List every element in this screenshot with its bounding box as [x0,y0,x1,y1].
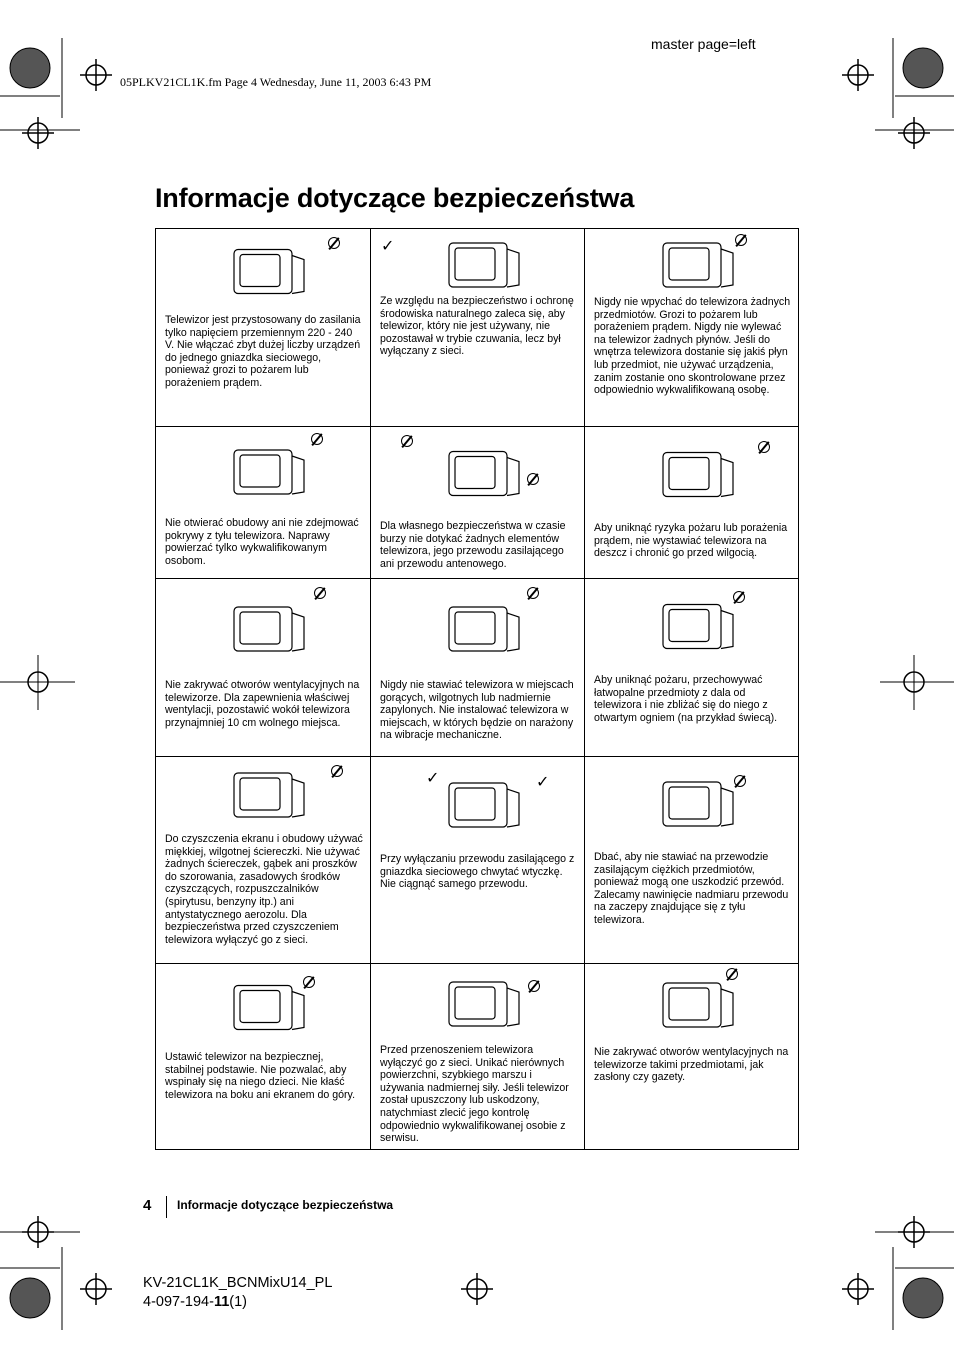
safety-cell [156,757,371,964]
check-icon: ✓ [426,770,440,787]
prohibited-icon [528,980,540,992]
safety-illustration [593,761,791,852]
safety-cell [156,579,371,757]
prohibited-icon [527,587,539,599]
safety-illustration [379,968,576,1045]
safety-text: Nie zakrywać otworów wentylacyjnych na telewizorze takimi przedmiotami, jak zasłony czy gazety. [594,1046,789,1084]
model-code: KV-21CL1K_BCNMixU14_PL [143,1275,333,1291]
safety-illustration [379,583,576,680]
safety-cell [371,964,585,1149]
safety-text: Dbać, aby nie stawiać na przewodzie zasilającym ciężkich przedmiotów, ponieważ mogą one uszkodzić przewód. Zalecamy nawinięcie nadmiaru przewodu na zaczepy znajdujące się z tyłu telewizora. [594,851,789,926]
page-title: Informacje dotyczące bezpieczeństwa [155,183,635,213]
safety-illustration [164,431,362,518]
safety-text: Aby uniknąć ryzyka pożaru lub porażenia prądem, nie wystawiać telewizora na deszcz i chronić go przed wilgocią. [594,522,788,560]
safety-illustration [593,968,791,1047]
prohibited-icon [401,435,413,447]
prohibited-icon [758,441,770,453]
safety-cell [371,757,585,964]
safety-cell [156,229,371,427]
safety-text: Aby uniknąć pożaru, przechowywać łatwopalne przedmioty z dala od telewizora i nie zbliżać się do niego z otwartym ogniem (na przykład świecą). [594,674,778,724]
check-icon: ✓ [381,238,395,255]
safety-cell [156,964,371,1149]
prohibited-icon [331,765,343,777]
prohibited-icon [311,433,323,445]
part-number: 4-097-194-11(1) [143,1294,248,1310]
prohibited-icon [527,473,539,485]
safety-cell [371,427,585,579]
file-info: 05PLKV21CL1K.fm Page 4 Wednesday, June 11, 2003 6:43 PM [120,75,432,89]
prohibited-icon [726,968,738,980]
safety-grid [155,228,799,1150]
footer-section: Informacje dotyczące bezpieczeństwa [177,1198,394,1212]
prohibited-icon [733,591,745,603]
safety-illustration [164,583,362,680]
safety-illustration [593,233,791,297]
safety-text: Dla własnego bezpieczeństwa w czasie burzy nie dotykać żadnych elementów telewizora, jego przewodu zasilającego ani przewodu antenowego. [380,520,566,570]
safety-text: Telewizor jest przystosowany do zasilania tylko napięciem przemiennym 220 - 240 V. Nie włączać zbyt dużej liczby urządzeń do jednego gniazdka sieciowego, ponieważ grozi to pożarem lub porażeniem prądem. [165,314,361,389]
prohibited-icon [314,587,326,599]
safety-text: Nigdy nie wpychać do telewizora żadnych przedmiotów. Grozi to pożarem lub porażeniem prądem. Nigdy nie wylewać na telewizor żadnych płynów. Jeśli do wnętrza telewizora dostanie się jakiś płyn lub przedmiot, nie używać urządzenia, zanim zostanie ono skontrolowane przez odpowiednio wykwalifikowaną osobę. [594,296,791,397]
footer-divider [166,1196,167,1218]
safety-text: Przy wyłączaniu przewodu zasilającego z gniazdka sieciowego chwytać wtyczkę. Nie ciągnąć samego przewodu. [380,853,575,891]
prohibited-icon [328,237,340,249]
safety-illustration [164,968,362,1052]
safety-text: Przed przenoszeniem telewizora wyłączyć go z sieci. Unikać nierównych powierzchni, szybkiego marszu i używania nadmiernej siły. Jeśli telewizor został upuszczony lub uskodzony, natychmiast zlecić jego kontrolę odpowiednio wykwalifikowanej osobie z serwisu. [380,1044,569,1145]
prohibited-icon [734,775,746,787]
safety-cell [585,427,799,579]
model-info [143,1274,332,1312]
safety-cell [585,964,799,1149]
safety-text: Nigdy nie stawiać telewizora w miejscach gorących, wilgotnych lub nadmiernie zapylonych. Nie instalować telewizora w miejscach, w których będzie on narażony na wibracje mechaniczne. [380,679,574,742]
safety-cell [585,757,799,964]
prohibited-icon [735,234,747,246]
prohibited-icon [303,976,315,988]
safety-illustration [379,233,576,296]
safety-cell [585,579,799,757]
safety-illustration [593,583,791,675]
page-number: 4 [143,1197,152,1214]
check-icon: ✓ [536,774,550,791]
safety-cell [371,579,585,757]
safety-cell [371,229,585,427]
safety-cell [156,427,371,579]
master-page-label: master page=left [651,36,756,52]
safety-text: Do czyszczenia ekranu i obudowy używać miękkiej, wilgotnej ściereczki. Nie używać żadnych ściereczek, gąbek ani proszków do szorowania, zasadowych środków czyszczących, rozpuszczalników (spirytusu, benzyny itp.) ani antystatycznego aerozolu. Dla bezpieczeństwa przed czyszczeniem telewizora wyłączyć go z sieci. [165,833,363,946]
safety-text: Nie zakrywać otworów wentylacyjnych na telewizorze. Dla zapewnienia właściwej wentylacji, pozostawić wokół telewizora przynajmniej 10 cm wolnego miejsca. [165,679,360,729]
safety-text: Ze względu na bezpieczeństwo i ochronę środowiska naturalnego zaleca się, aby telewizor, który nie jest używany, nie pozostawał w trybie czuwania, lecz był wyłączany z sieci. [380,295,574,358]
safety-cell [585,229,799,427]
safety-text: Ustawić telewizor na bezpiecznej, stabilnej podstawie. Nie pozwalać, aby wspinały się na niego dzieci. Nie kłaść telewizora na boku ani ekranem do góry. [165,1051,356,1101]
safety-text: Nie otwierać obudowy ani nie zdejmować pokrywy z tyłu telewizora. Naprawy powierzać tylko wykwalifikowanym osobom. [165,517,359,567]
